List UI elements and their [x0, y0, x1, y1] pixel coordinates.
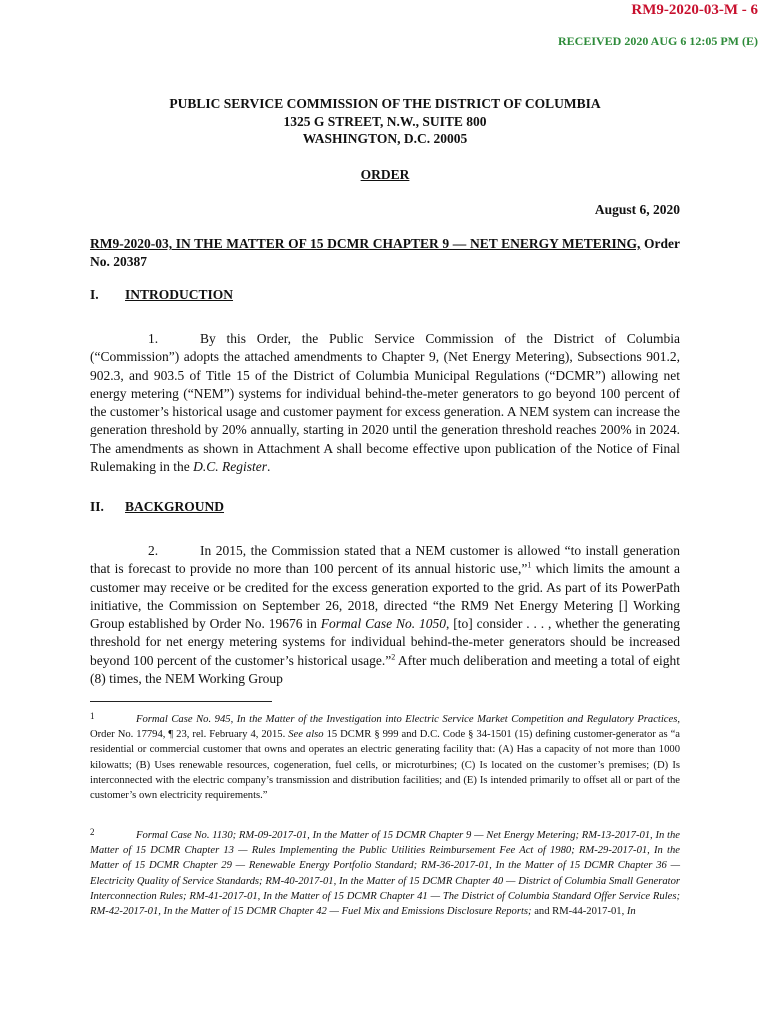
- section-number: II.: [90, 499, 104, 514]
- footnote-number: 2: [90, 827, 95, 837]
- section-heading-introduction: [90, 287, 233, 303]
- footnote-2: [90, 825, 680, 919]
- footnote-divider: [90, 701, 272, 702]
- paragraph-2: [90, 542, 680, 688]
- section-title: INTRODUCTION: [125, 287, 234, 302]
- register-citation: D.C. Register: [193, 459, 267, 475]
- paragraph-text-b: which limits the amount a customer may receive or be credited for the excess generation exported to the grid. As part of its PowerPath initiative, the Commission on September 26, 2018, directed “the RM9 Net Energy Metering [] Working Group established by Order No. 19676 in: [90, 561, 680, 632]
- see-also: See also: [288, 729, 324, 741]
- footnote-text: , Order No. 17794, ¶ 23, rel. February 4, 2015.: [90, 714, 680, 741]
- footnote-ref-2[interactable]: 2: [391, 652, 396, 662]
- footnote-text: 15 DCMR § 999 and D.C. Code § 34-1501 (15) defining customer-generator as “a residential or commercial customer that owns and operates an electric generating facility that: (A) Has a capacity of not more than 1000 kilowatts; (B) Uses renewable resources, cogeneration, fuel cells, or microturbines; (C) Is located on the customer’s premises; (D) Is interconnected with the electric company’s transmission and distribution facilities; and (E) Is intended primarily to offset all or part of the customer’s own electricity requirements.”: [90, 729, 680, 802]
- footnote-text: and RM-44-2017-01,: [531, 906, 627, 918]
- paragraph-1: [90, 330, 680, 476]
- received-stamp: RECEIVED 2020 AUG 6 12:05 PM (E): [558, 34, 758, 48]
- paragraph-text: By this Order, the Public Service Commission of the District of Columbia (“Commission”) adopts the attached amendments to Chapter 9, (Net Energy Metering), Subsections 901.2, 902.3, and 903.5 of Title 15 of the District of Columbia Municipal Regulations (“DCMR”) allowing net energy metering (“NEM”) systems for individual behind-the-meter generators to go beyond 100 percent of the customer’s historical usage and customer payment for excess generation. A NEM system can increase the generation threshold by 20% annually, starting in 2020 until the generation threshold reaches 200% in 2024. The amendments as shown in Attachment A shall become effective upon publication of the Notice of Final Rulemaking in the: [90, 331, 680, 475]
- footnote-citation: Formal Case No. 945, In the Matter of the Investigation into Electric Service Market Competition and Regulatory Practices: [136, 714, 678, 725]
- docket-stamp: RM9-2020-03-M - 6: [631, 2, 758, 18]
- footnote-ref-1[interactable]: 1: [527, 560, 532, 570]
- commission-name: PUBLIC SERVICE COMMISSION OF THE DISTRICT OF COLUMBIA: [169, 96, 601, 111]
- commission-city: WASHINGTON, D.C. 20005: [302, 131, 468, 146]
- footnote-citation-end: In: [626, 906, 636, 918]
- footnote-1: [90, 709, 680, 803]
- paragraph-number: 1.: [148, 331, 159, 346]
- footnote-number: 1: [90, 711, 95, 721]
- commission-header: [88, 95, 682, 148]
- case-caption-title: RM9-2020-03, IN THE MATTER OF 15 DCMR CHAPTER 9 — NET ENERGY METERING,: [90, 236, 641, 251]
- paragraph-number: 2.: [148, 543, 159, 558]
- paragraph-end: .: [266, 459, 271, 475]
- formal-case-citation: Formal Case No. 1050: [320, 616, 447, 632]
- paragraph-text-a: In 2015, the Commission stated that a NEM customer is allowed “to install generation that is forecast to provide no more than 100 percent of its annual historic use,”: [90, 543, 680, 577]
- footnote-citation: Formal Case No. 1130; RM-09-2017-01, In the Matter of 15 DCMR Chapter 9 — Net Energy Metering; RM-13-2017-01, In the Matter of 15 DCMR Chapter 13 — Rules Implementing the Public Utilities Reimbursement Fee Act of 1980; RM-29-2017-01, In the Matter of 15 DCMR Chapter 29 — Renewable Energy Portfolio Standard; RM-36-2017-01, In the Matter of 15 DCMR Chapter 36 — Electricity Quality of Service Standards; RM-40-2017-01, In the Matter of 15 DCMR Chapter 40 — District of Columbia Small Generator Interconnection Rules; RM-41-2017-01, In the Matter of 15 DCMR Chapter 41 — The District of Columbia Standard Offer Service Rules; RM-42-2017-01, In the Matter of 15 DCMR Chapter 42 — Fuel Mix and Emissions Disclosure Reports;: [90, 830, 680, 918]
- order-title: ORDER: [360, 167, 410, 182]
- commission-street: 1325 G STREET, N.W., SUITE 800: [283, 113, 487, 129]
- paragraph-text-c: , [to] consider . . . , whether the generating threshold for net energy metering systems for individual behind-the-meter generators should be increased beyond 100 percent of the customer’s historical usage.”: [90, 616, 680, 668]
- section-number: I.: [90, 287, 99, 302]
- order-date: August 6, 2020: [594, 202, 680, 217]
- section-title: BACKGROUND: [125, 499, 225, 514]
- section-heading-background: [90, 499, 224, 515]
- case-caption: [90, 235, 680, 271]
- paragraph-text-d: After much deliberation and meeting a total of eight (8) times, the NEM Working Group: [90, 652, 680, 687]
- order-number: Order No. 20387: [90, 236, 680, 269]
